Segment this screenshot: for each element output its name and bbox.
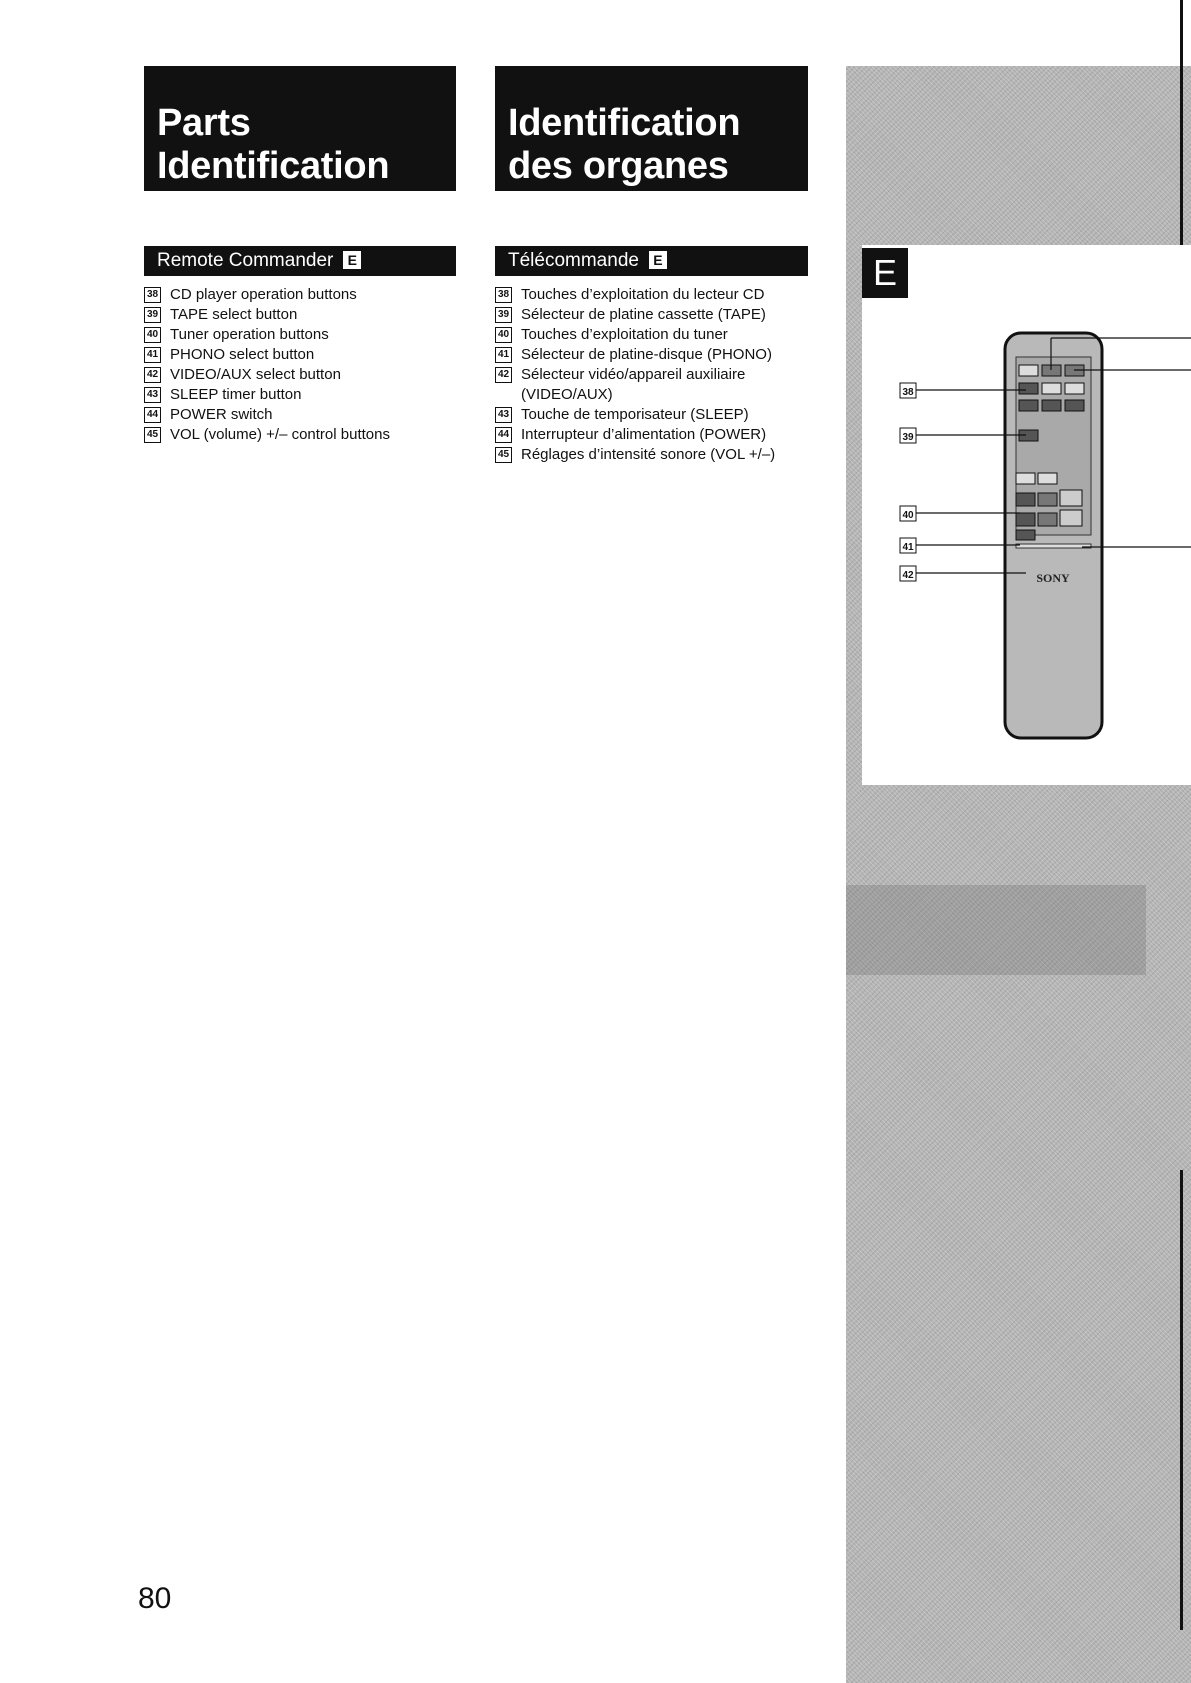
- callout-41: [900, 538, 1020, 553]
- item-number: 44: [495, 427, 512, 443]
- list-item: [495, 305, 775, 325]
- remote-button: [1060, 510, 1082, 526]
- item-number: 42: [495, 367, 512, 383]
- list-item: [144, 325, 390, 345]
- item-number: 38: [495, 287, 512, 303]
- english-title-line-2: Identification: [157, 145, 390, 187]
- item-text: Tuner operation buttons: [170, 326, 329, 343]
- list-item: [495, 445, 775, 465]
- item-number: 43: [495, 407, 512, 423]
- french-section-tag: E: [649, 251, 667, 269]
- list-item: [144, 385, 390, 405]
- item-text: TAPE select button: [170, 306, 298, 323]
- remote-commander-illustration: [880, 320, 1191, 750]
- item-text: CD player operation buttons: [170, 286, 357, 303]
- page-number: 80: [138, 1582, 172, 1615]
- remote-button: [1019, 400, 1038, 411]
- list-item: [495, 425, 775, 445]
- page-edge-line: [1180, 0, 1183, 250]
- remote-button: [1016, 473, 1035, 484]
- item-number: 42: [144, 367, 161, 383]
- item-number: 39: [144, 307, 161, 323]
- item-number: 43: [144, 387, 161, 403]
- english-title: [144, 66, 456, 191]
- callout-label: 42: [902, 570, 914, 581]
- french-section-title: Télécommande: [508, 250, 639, 271]
- item-text: VIDEO/AUX select button: [170, 366, 341, 383]
- french-title-line-2: des organes: [508, 145, 729, 187]
- list-item: [495, 285, 775, 305]
- item-number: 45: [144, 427, 161, 443]
- item-text: PHONO select button: [170, 346, 315, 363]
- french-title: [495, 66, 808, 191]
- english-section-tag: E: [343, 251, 361, 269]
- remote-button: [1038, 513, 1057, 526]
- remote-button: [1038, 493, 1057, 506]
- figure-label: E: [862, 248, 908, 298]
- list-item: [144, 365, 390, 385]
- item-text: POWER switch: [170, 406, 273, 423]
- item-text: Sélecteur de platine-disque (PHONO): [521, 346, 772, 363]
- list-item: [495, 325, 775, 345]
- callout-label: 40: [902, 510, 914, 521]
- item-number: 41: [495, 347, 512, 363]
- remote-button: [1038, 473, 1057, 484]
- callout-label: 38: [902, 387, 914, 398]
- english-title-line-1: Parts: [157, 102, 251, 144]
- callout-label: 39: [902, 432, 914, 443]
- list-item: [144, 305, 390, 325]
- page-edge-line: [1180, 1170, 1183, 1630]
- item-number: 40: [495, 327, 512, 343]
- list-item: [144, 405, 390, 425]
- english-parts-list: [144, 285, 390, 445]
- remote-strip: [1016, 544, 1091, 548]
- item-number: 44: [144, 407, 161, 423]
- french-section-header: [495, 246, 808, 276]
- remote-button: [1016, 493, 1035, 506]
- item-text: Touches d’exploitation du lecteur CD: [521, 286, 765, 303]
- item-text: [521, 365, 745, 405]
- item-text: Touches d’exploitation du tuner: [521, 326, 728, 343]
- english-section-title: Remote Commander: [157, 250, 334, 271]
- list-item: [495, 365, 775, 405]
- item-text: SLEEP timer button: [170, 386, 302, 403]
- item-text: Sélecteur de platine cassette (TAPE): [521, 306, 766, 323]
- panel-shading-band: [846, 885, 1146, 975]
- list-item: [495, 345, 775, 365]
- item-text: Réglages d’intensité sonore (VOL +/–): [521, 446, 776, 463]
- item-text: VOL (volume) +/– control buttons: [170, 426, 390, 443]
- item-number: 41: [144, 347, 161, 363]
- remote-button: [1016, 513, 1035, 526]
- item-text: Interrupteur d’alimentation (POWER): [521, 426, 767, 443]
- remote-button: [1065, 383, 1084, 394]
- remote-button: [1019, 365, 1038, 376]
- item-number: 40: [144, 327, 161, 343]
- callout-label: 41: [902, 542, 914, 553]
- french-parts-list: [495, 285, 775, 465]
- item-text: Touche de temporisateur (SLEEP): [521, 406, 749, 423]
- list-item: [144, 285, 390, 305]
- item-text-line: Sélecteur vidéo/appareil auxiliaire: [521, 366, 746, 383]
- french-title-line-1: Identification: [508, 102, 741, 144]
- remote-button: [1019, 383, 1038, 394]
- remote-button: [1042, 400, 1061, 411]
- item-number: 45: [495, 447, 512, 463]
- item-text-line: (VIDEO/AUX): [521, 386, 613, 403]
- item-number: 39: [495, 307, 512, 323]
- list-item: [144, 345, 390, 365]
- remote-button: [1060, 490, 1082, 506]
- item-number: 38: [144, 287, 161, 303]
- callout-40: [900, 506, 1020, 521]
- remote-button: [1042, 383, 1061, 394]
- list-item: [144, 425, 390, 445]
- remote-button: [1016, 530, 1035, 540]
- remote-brand: SONY: [1036, 571, 1070, 585]
- remote-button: [1065, 400, 1084, 411]
- english-section-header: [144, 246, 456, 276]
- list-item: [495, 405, 775, 425]
